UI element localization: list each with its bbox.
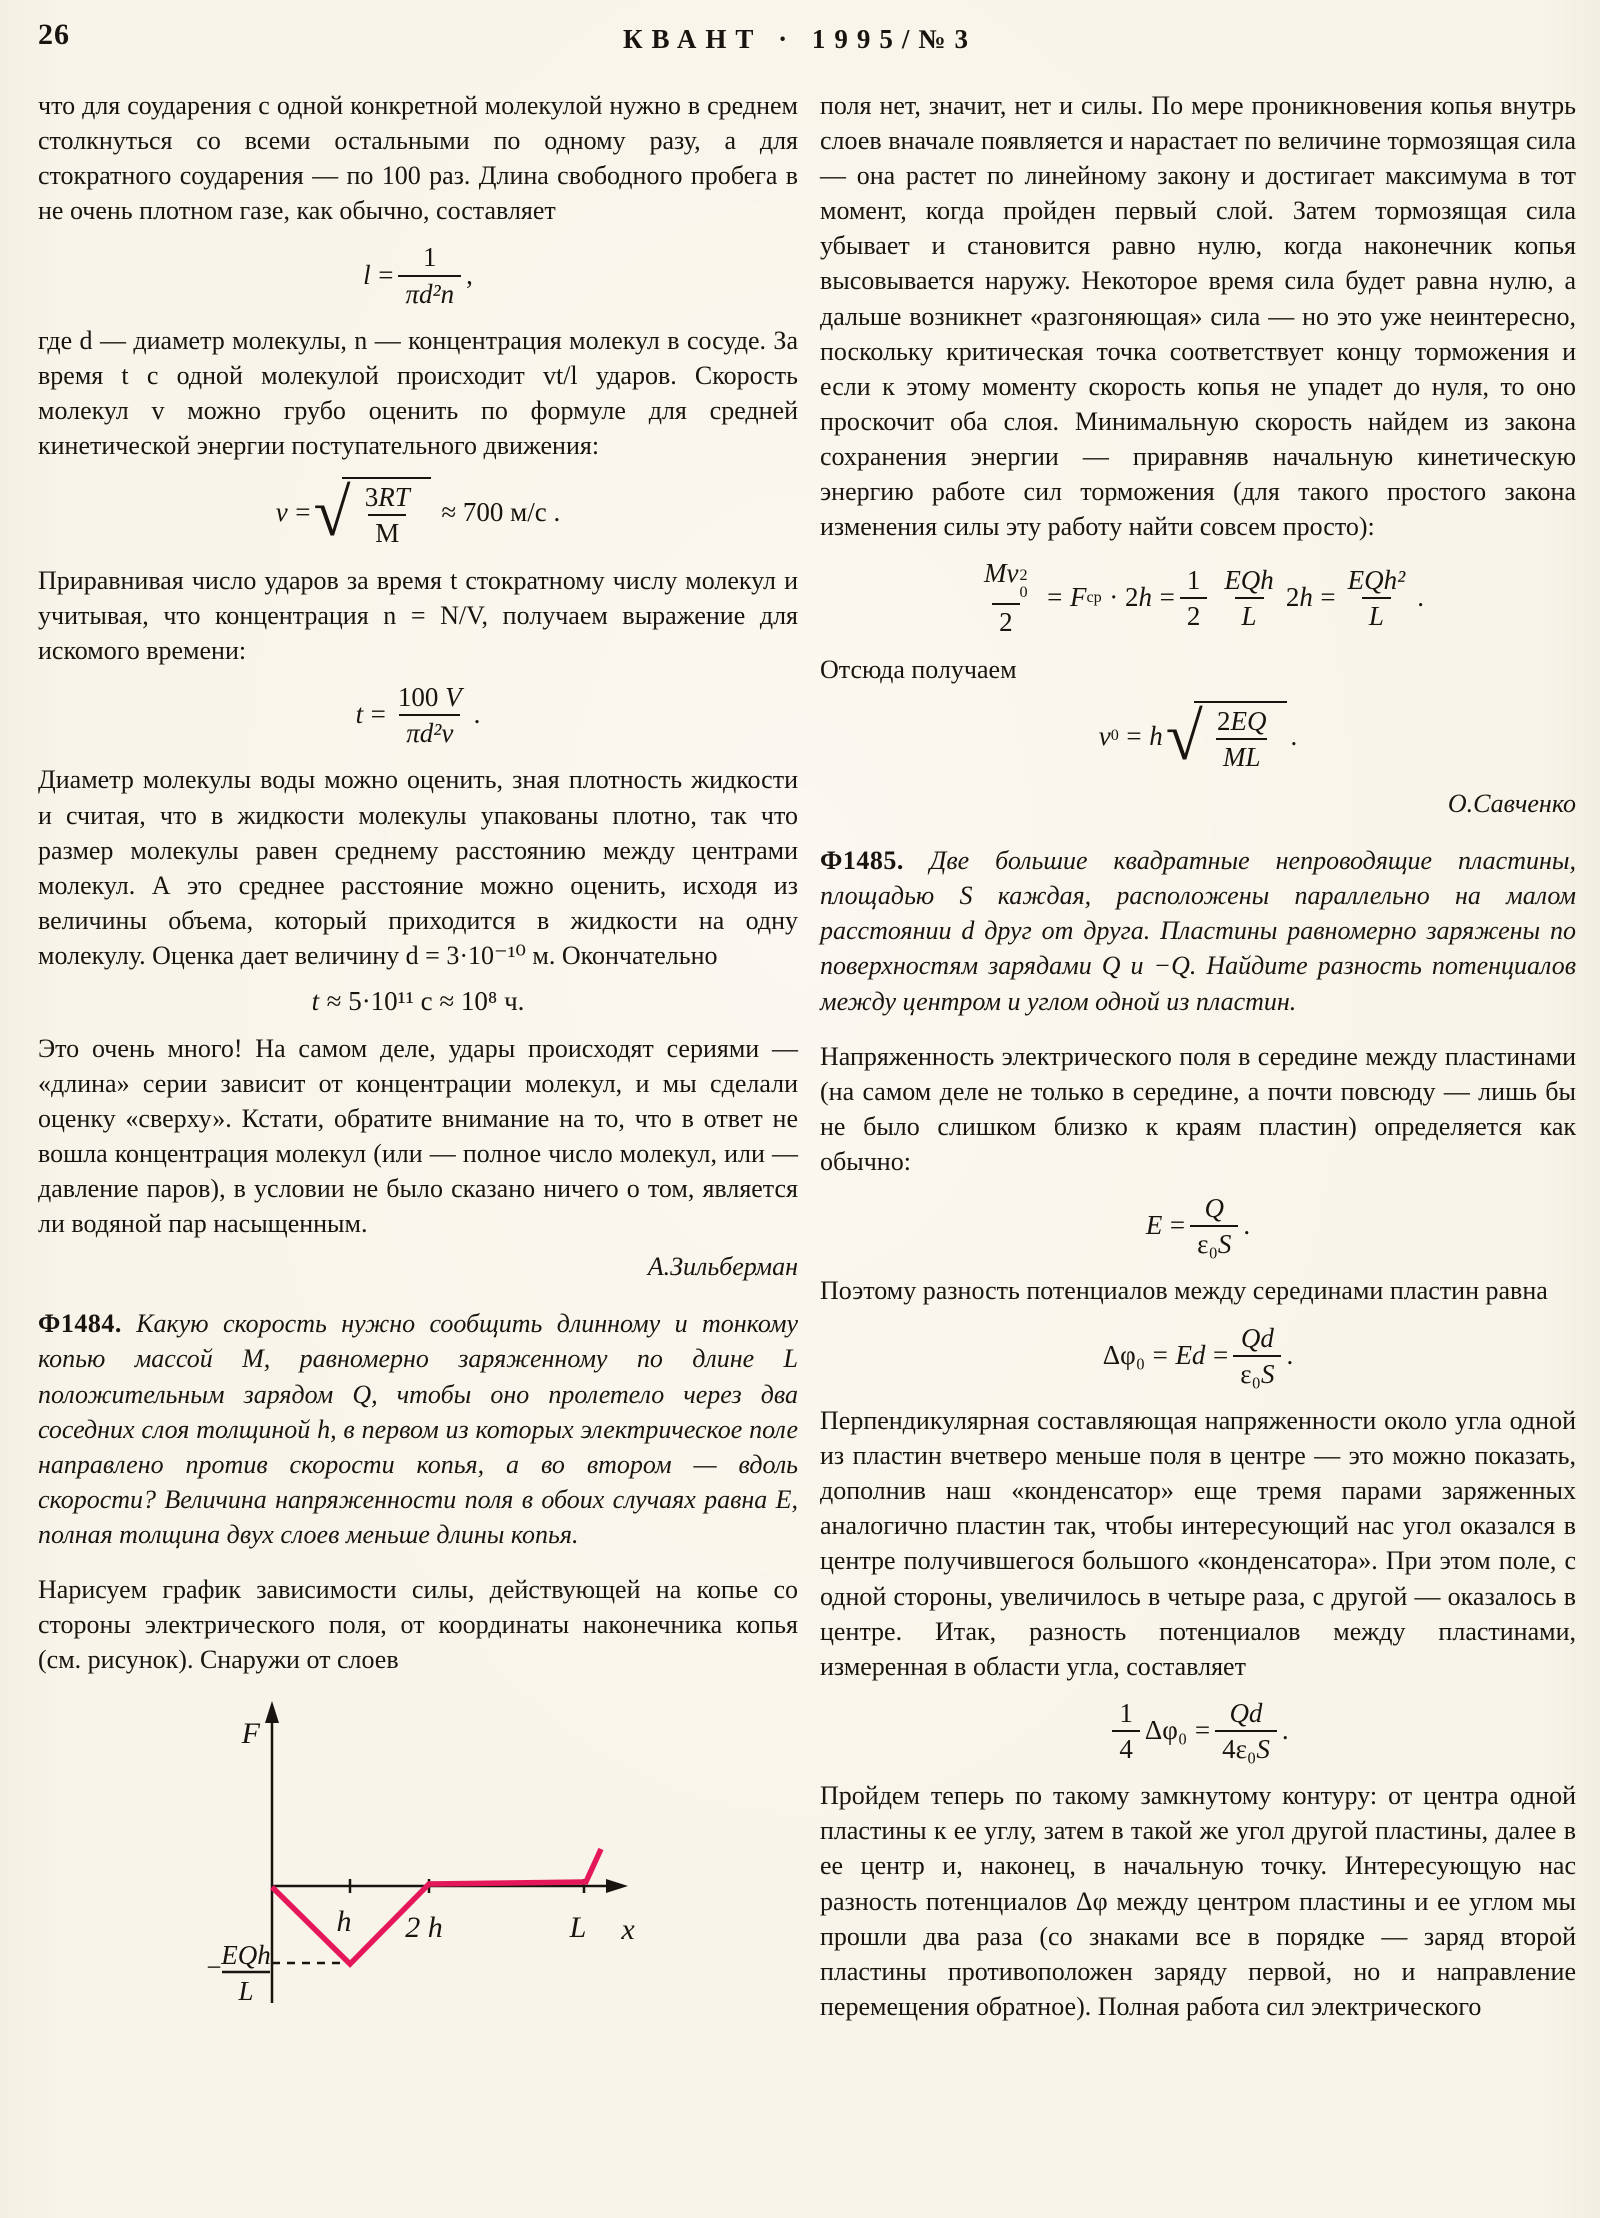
fraction-numerator: Qd [1240, 1322, 1274, 1353]
equals-sign: = [1212, 1339, 1229, 1370]
formula-tail: . [1281, 1715, 1289, 1746]
radicand [342, 477, 431, 548]
author-signature: А.Зильберман [647, 1252, 798, 1282]
paragraph: Диаметр молекулы воды можно оценить, зная плотность жидкости и считая, что в жидкости молекулы упакованы плотно, так что размер молекулы равен среднему расстоянию между центрами молекул. А это среднее расстояние можно оценить, исходя из величины объема, который приходится в жидкости на одну молекулу. Оценка дает величину d = 3·10⁻¹⁰ м. Окончательно [38, 765, 798, 970]
paragraph: что для соударения с одной конкретной молекулой нужно в среднем столкнуться со всеми остальными по одному разу, а для стократного соударения — по 100 раз. Длина свободного пробега в не очень плотном газе, как обычно, составляет [38, 91, 798, 226]
fraction-denominator: L [1235, 597, 1264, 631]
fraction-numerator: Qd [1229, 1697, 1263, 1728]
x-axis-label: x [621, 1913, 635, 1947]
fraction [1190, 1193, 1238, 1259]
formula-collision-time [38, 682, 798, 748]
formula-energy-balance [820, 558, 1576, 637]
paragraph: поля нет, значит, нет и силы. По мере проникновения копья внутрь слоев вначале появляется и нарастает по величине тормозящая сила — она растет по линейному закону и достигает максимума в тот момент, когда пройден первый слой. Затем тормозящая сила убывает и становится равно нулю, когда наконечник копья высовывается наружу. Некоторое время сила будет равна нулю, а дальше возникнет «разгоняющая» сила — но это уже неинтересно, поскольку критическая точка соответствует концу торможения и если к этому моменту скорость копья не упадет до нуля, то оно проскочит оба слоя. Минимальную скорость найдем из закона сохранения энергии — приравняв начальную кинетическую энергию работе сил торможения (для такого простого закона изменения силы эту работу найти совсем просто): [820, 91, 1576, 542]
fraction-numerator: Mv 2 0 [984, 558, 1028, 602]
paragraph: Приравнивая число ударов за время t стократному числу молекул и учитывая, что концентрация n = N/V, получаем выражение для искомого времени: [38, 565, 798, 665]
equals-sign: = [1126, 720, 1142, 751]
y-axis-label: F [241, 1717, 260, 1751]
fraction-denominator: 4ε₀S [1215, 1730, 1277, 1764]
formula-tail: . [1286, 1339, 1294, 1370]
paragraph: где d — диаметр молекулы, n — концентрация молекул в сосуде. За время t с одной молекулой происходит vt/l ударов. Скорость молекул v можно грубо оценить по формуле для средней кинетической энергии поступательного движения: [38, 325, 798, 461]
fraction-denominator: ε₀S [1190, 1225, 1238, 1259]
formula-tail: . [1290, 720, 1298, 751]
tick-label-L: L [569, 1911, 587, 1945]
formula-tail: ≈ 700 м/с . [441, 497, 561, 528]
fraction [1112, 1698, 1140, 1764]
fraction [1215, 1698, 1277, 1764]
fraction-numerator: 1 [1186, 564, 1201, 595]
formula-var: t [355, 699, 364, 730]
formula-var: t [311, 986, 320, 1016]
fraction [977, 558, 1035, 637]
equals-sign: = [1159, 582, 1175, 613]
formula-corner-potential [820, 1698, 1576, 1764]
force-curve-rise [585, 1849, 601, 1884]
equals-sign: = [378, 259, 394, 290]
graph-svg [122, 1691, 702, 2025]
equals-sign: = [1320, 582, 1336, 613]
coefficient: 2 [1285, 582, 1300, 613]
paragraph: Отсюда получаем [820, 654, 1017, 684]
fraction [398, 242, 461, 308]
y-axis-arrowhead [265, 1701, 279, 1723]
fraction [1341, 565, 1413, 631]
fraction-denominator: M [368, 514, 406, 548]
square-root [1165, 698, 1288, 774]
formula-var: F [1069, 582, 1087, 613]
fraction-denominator: 2 [992, 603, 1020, 637]
tick-label-2h: 2 h [405, 1911, 443, 1945]
formula-field-strength [820, 1193, 1576, 1259]
paragraph: Напряженность электрического поля в середине между пластинами (на самом деле не только в середине, а почти повсюду — лишь бы не было слишком близко к краям пластин) определяется как обычно: [820, 1041, 1576, 1176]
problem-statement-f1485 [820, 843, 1576, 1018]
formula-var: Ed [1175, 1339, 1206, 1370]
formula-tail: . [473, 699, 481, 730]
formula-var: l [363, 259, 371, 290]
formula-tail: . [1417, 582, 1424, 613]
problem-number: Ф1484. [38, 1309, 122, 1339]
fraction-denominator: ε₀S [1233, 1355, 1281, 1389]
fraction-numerator: 1 [423, 242, 437, 273]
fraction-denominator: πd²n [398, 275, 461, 309]
radical-sign: √ [313, 475, 351, 551]
formula-var: h [1138, 582, 1153, 613]
formula-tail: . [1243, 1210, 1251, 1241]
fraction-denominator: 4 [1112, 1730, 1140, 1764]
subscript: 0 [1110, 726, 1119, 745]
problem-text: Какую скорость нужно сообщить длинному и тонкому копью массой M, равномерно заряженному по длине L положительным зарядом Q, чтобы оно пролетело через два соседних слоя толщиной h, в первом из которых электрическое поле направлено против скорости копья, а во втором — вдоль скорости? Величина напряженности поля в обоих случаях равна E, полная толщина двух слоев меньше длины копья. [38, 1309, 798, 1549]
journal-header: КВАНТ · 1995/№3 [622, 24, 978, 54]
formula-var: Δφ₀ [1144, 1715, 1188, 1746]
fraction-numerator: 2EQ [1216, 705, 1267, 736]
formula-var: h [1299, 582, 1313, 613]
left-column [38, 88, 798, 2025]
equals-sign: = [370, 699, 386, 730]
radicand [1194, 701, 1288, 772]
fraction-denominator: L [1362, 597, 1391, 631]
fraction-numerator: EQh² [1347, 564, 1406, 595]
min-label-denominator: L [238, 1976, 254, 2007]
right-column [820, 88, 1576, 2024]
fraction [1217, 565, 1281, 631]
fraction-denominator: πd²v [399, 714, 460, 748]
problem-statement-f1484 [38, 1306, 798, 1552]
fraction-numerator: 100 V [397, 681, 462, 712]
equals-sign: = [295, 497, 311, 528]
force-position-graph [122, 1691, 702, 2025]
fraction [391, 682, 469, 748]
formula-numeric-result [38, 987, 798, 1017]
page-number: 26 [38, 18, 70, 51]
paragraph: Это очень много! На самом деле, удары происходят сериями — «длина» серии зависит от концентрации молекул, и мы сделали оценку «сверху». Кстати, обратите внимание на то, что в ответ не вошла концентрация молекул (или — полное число молекул, или — давление паров), в условии не было сказано ничего о том, является ли водяной пар насыщенным. [38, 1033, 798, 1239]
operator: · 2 [1109, 582, 1139, 613]
fraction-numerator: 3RT [364, 482, 410, 513]
formula-var: v [275, 497, 288, 528]
fraction-denominator: 2 [1180, 597, 1208, 631]
author-signature: О.Савченко [1447, 789, 1576, 819]
paragraph: Нарисуем график зависимости силы, действующей на копье со стороны электрического поля, от координаты наконечника копья (см. рисунок). Снаружи от слоев [38, 1575, 798, 1675]
radical-sign: √ [1165, 698, 1203, 774]
formula-potential-difference [820, 1323, 1576, 1389]
formula-molecular-speed [38, 475, 798, 551]
min-label-minus: − [206, 1952, 222, 1983]
fraction-numerator: EQh [1224, 564, 1274, 595]
fraction [1233, 1323, 1281, 1389]
formula-var: h [1149, 720, 1163, 751]
equals-sign: = [1169, 1210, 1186, 1241]
paragraph: Перпендикулярная составляющая напряженности около угла одной из пластин вчетверо меньше поля в центре — это можно показать, дополнив наш «конденсатор» еще тремя парами заряженных аналогично пластин так, чтобы интересующий нас угол оказался в центре получившегося большого «конденсатора». При этом поле, с одной стороны, увеличилось в четыре раза, с другой — оказалось в центре. Итак, разность потенциалов между пластинами, измеренная в области угла, составляет [820, 1406, 1576, 1681]
formula-tail: ≈ 5·10¹¹ с ≈ 10⁸ ч. [326, 986, 525, 1016]
min-label-numerator: EQh [221, 1940, 271, 1971]
formula-var: E [1145, 1210, 1163, 1241]
formula-var: v [1098, 720, 1111, 751]
subscript: ср [1086, 587, 1102, 606]
sup-sub-stack: 2 0 [1019, 566, 1028, 602]
formula-tail: , [466, 259, 473, 290]
square-root [313, 475, 431, 551]
x-axis-arrowhead [606, 1879, 628, 1893]
equals-sign: = [1152, 1339, 1168, 1370]
problem-number: Ф1485. [820, 846, 904, 876]
paragraph: Пройдем теперь по такому замкнутому контуру: от центра одной пластины к ее углу, затем в такой же угол другой пластины, далее в ее центр и, наконец, в начальную точку. Интересующую нас разность потенциалов Δφ между центром пластины и ее углом мы прошли два раза (со знаками все в порядке — заряд второй пластины противоположен заряду первой, но и направление перемещения обратное). Полная работа сил электрического [820, 1781, 1576, 2021]
tick-label-h: h [336, 1905, 352, 1939]
fraction-numerator: 1 [1119, 1697, 1133, 1728]
fraction [1180, 565, 1208, 631]
fraction [1210, 706, 1274, 772]
formula-var: Δφ₀ [1102, 1339, 1146, 1370]
fraction-numerator: Q [1204, 1193, 1224, 1224]
formula-mean-free-path [38, 242, 798, 308]
formula-minimum-speed [820, 698, 1576, 774]
problem-text: Две большие квадратные непроводящие пластины, площадью S каждая, расположены параллельно на малом расстоянии d друг от друга. Пластины равномерно заряжены по поверхностям зарядами Q и −Q. Найдите разность потенциалов между центром и углом одной из пластин. [820, 846, 1576, 1016]
fraction-denominator: ML [1216, 738, 1268, 772]
paragraph: Поэтому разность потенциалов между серединами пластин равна [820, 1276, 1548, 1306]
fraction [358, 482, 417, 548]
equals-sign: = [1194, 1715, 1211, 1746]
equals-sign: = [1047, 582, 1063, 613]
